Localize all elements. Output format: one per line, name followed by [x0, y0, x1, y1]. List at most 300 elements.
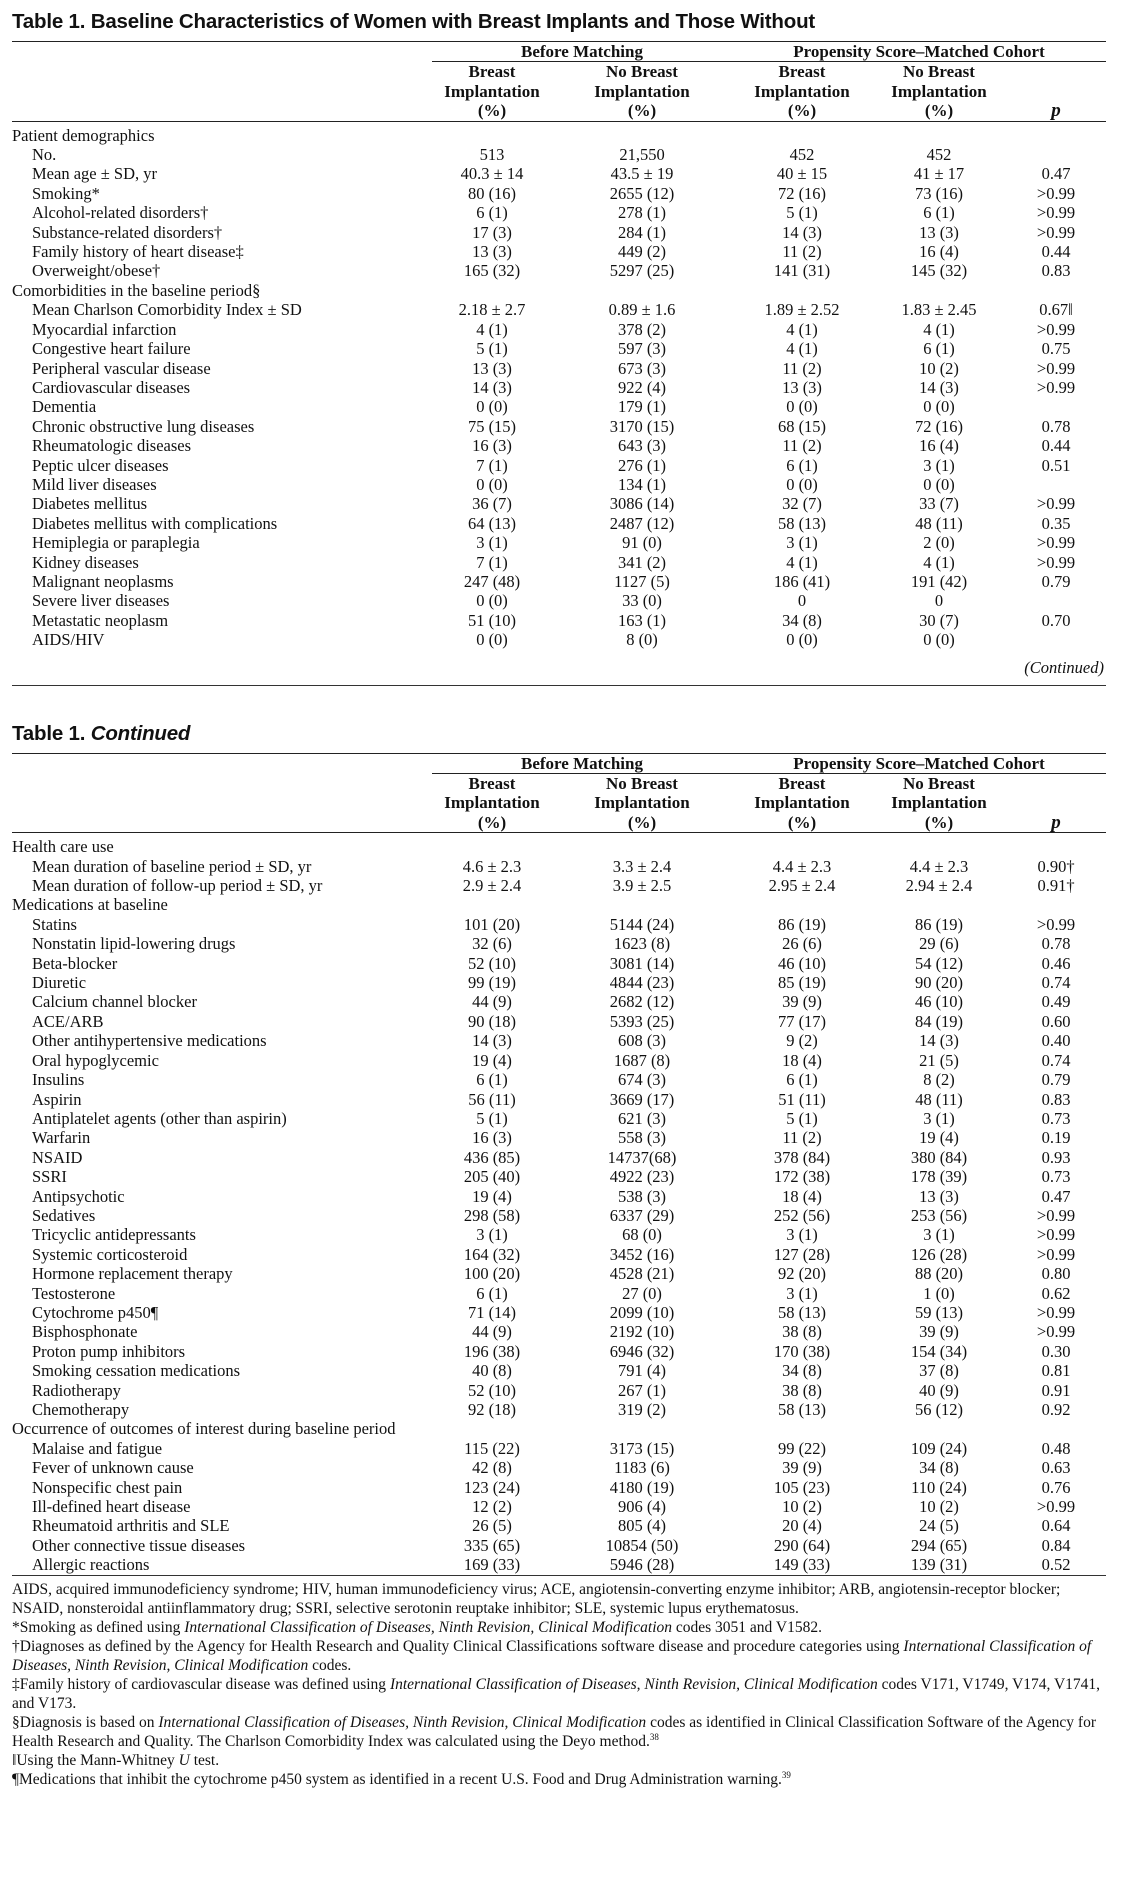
- value-cell: 319 (2): [617, 1400, 667, 1419]
- value-cell: 56 (12): [914, 1400, 964, 1419]
- value-cell: 110 (24): [911, 1477, 967, 1497]
- value-cell: 3173 (15): [609, 1438, 675, 1458]
- value-cell: 17 (3): [472, 222, 512, 242]
- value-cell: 1623 (8): [613, 934, 671, 954]
- value-cell: 0 (0): [786, 397, 818, 417]
- value-cell: 290 (64): [773, 1535, 831, 1555]
- table-row: [12, 915, 1106, 934]
- p-value-cell: [1006, 475, 1106, 494]
- value-cell: [432, 121, 552, 145]
- value-cell: 34 (8): [782, 610, 822, 630]
- footnotes: [12, 1580, 1106, 1789]
- value-cell: 3081 (14): [609, 953, 675, 973]
- value-cell: 3 (1): [476, 1225, 508, 1245]
- row-label: Oral hypoglycemic: [32, 1050, 159, 1070]
- value-cell: 4.4 ± 2.3: [909, 856, 969, 876]
- value-cell: 16 (4): [919, 436, 959, 456]
- value-cell: 0 (0): [786, 630, 818, 650]
- value-cell: 56 (11): [468, 1089, 516, 1109]
- row-label: Warfarin: [32, 1128, 91, 1148]
- value-cell: 42 (8): [472, 1458, 512, 1478]
- table-row: [12, 145, 1106, 164]
- value-cell: 92 (18): [467, 1400, 517, 1419]
- table-row: [12, 456, 1106, 475]
- value-cell: 7 (1): [476, 455, 508, 475]
- row-label: Aspirin: [32, 1089, 82, 1109]
- value-cell: [732, 1419, 872, 1438]
- row-label: Mean duration of baseline period ± SD, yr: [32, 856, 312, 876]
- col-head: No Breast Implantation (%): [872, 62, 1006, 121]
- value-cell: 4 (1): [476, 319, 508, 339]
- p-value-cell: 0.35: [1041, 513, 1071, 533]
- value-cell: 4180 (19): [609, 1477, 675, 1497]
- row-label: Diabetes mellitus with complications: [32, 513, 278, 533]
- row-label: Peripheral vascular disease: [32, 358, 211, 378]
- p-value-cell: 0.74: [1041, 973, 1071, 993]
- value-cell: 6 (1): [786, 1070, 818, 1090]
- value-cell: 276 (1): [617, 455, 667, 475]
- p-value-cell: 0.78: [1041, 934, 1071, 954]
- value-cell: 341 (2): [617, 552, 667, 572]
- value-cell: 558 (3): [617, 1128, 667, 1148]
- value-cell: 906 (4): [617, 1497, 667, 1517]
- value-cell: 149 (33): [773, 1555, 831, 1575]
- p-value-cell: 0.79: [1041, 571, 1071, 591]
- row-label: Proton pump inhibitors: [32, 1341, 186, 1361]
- value-cell: 267 (1): [617, 1380, 667, 1400]
- value-cell: 4844 (23): [609, 973, 675, 993]
- table-row: [12, 261, 1106, 280]
- value-cell: 44 (9): [472, 1322, 512, 1342]
- value-cell: [872, 1419, 1006, 1438]
- table-row: [12, 1148, 1106, 1167]
- p-value-cell: >0.99: [1036, 1205, 1076, 1225]
- table-row: [12, 611, 1106, 630]
- row-label: Kidney diseases: [32, 552, 139, 572]
- value-cell: 145 (32): [910, 261, 968, 281]
- table-header: [12, 754, 1106, 833]
- table-part-2: [12, 754, 1106, 1575]
- value-cell: 39 (9): [782, 992, 822, 1012]
- value-cell: 14 (3): [472, 377, 512, 397]
- value-cell: 3 (1): [923, 455, 955, 475]
- value-cell: 449 (2): [617, 242, 667, 262]
- table-row: [12, 359, 1106, 378]
- value-cell: 99 (19): [467, 973, 517, 993]
- p-value-cell: 0.83: [1041, 1089, 1071, 1109]
- p-value-cell: >0.99: [1036, 222, 1076, 242]
- value-cell: 674 (3): [617, 1070, 667, 1090]
- value-cell: 2.95 ± 2.4: [768, 876, 836, 896]
- value-cell: [732, 121, 872, 145]
- table-row: [12, 378, 1106, 397]
- value-cell: 0.89 ± 1.6: [608, 300, 676, 320]
- p-value-cell: >0.99: [1036, 1322, 1076, 1342]
- p-value-cell: >0.99: [1036, 494, 1076, 514]
- value-cell: 9 (2): [786, 1031, 818, 1051]
- value-cell: 253 (56): [910, 1205, 968, 1225]
- value-cell: 922 (4): [617, 377, 667, 397]
- p-value-cell: 0.46: [1041, 953, 1071, 973]
- group-matched-cohort: Propensity Score–Matched Cohort: [732, 754, 1106, 774]
- footnote-dagger: †Diagnoses as defined by the Agency for Health Research and Quality Clinical Classifications software disease and procedure categories using International Classification of Diseases, Ninth Revision, Clinical Modification codes.: [12, 1637, 1092, 1674]
- row-label: Rheumatoid arthritis and SLE: [32, 1516, 230, 1536]
- value-cell: 26 (6): [782, 934, 822, 954]
- p-value-cell: >0.99: [1036, 552, 1076, 572]
- row-label: Cytochrome p450¶: [32, 1302, 159, 1322]
- value-cell: 37 (8): [919, 1361, 959, 1381]
- value-cell: 68 (15): [777, 416, 827, 436]
- value-cell: 452: [789, 145, 815, 165]
- value-cell: 169 (33): [463, 1555, 521, 1575]
- p-value-cell: >0.99: [1036, 1244, 1076, 1264]
- value-cell: 2192 (10): [609, 1322, 675, 1342]
- value-cell: 38 (8): [782, 1380, 822, 1400]
- value-cell: 791 (4): [617, 1361, 667, 1381]
- value-cell: 6 (1): [476, 203, 508, 223]
- value-cell: 14 (3): [782, 222, 822, 242]
- col-head: Breast Implantation (%): [732, 62, 872, 121]
- value-cell: 123 (24): [463, 1477, 521, 1497]
- value-cell: 13 (3): [919, 222, 959, 242]
- p-value-cell: 0.75: [1041, 339, 1071, 359]
- row-label: Mild liver diseases: [32, 474, 157, 494]
- table-row: [12, 1070, 1106, 1089]
- row-label: Beta-blocker: [32, 953, 118, 973]
- value-cell: 14 (3): [919, 377, 959, 397]
- value-cell: 64 (13): [467, 513, 517, 533]
- value-cell: [872, 833, 1006, 857]
- table-row: [12, 1342, 1106, 1361]
- p-value-cell: 0.63: [1041, 1458, 1071, 1478]
- table-row: [12, 436, 1106, 455]
- value-cell: [552, 895, 732, 914]
- value-cell: 3.9 ± 2.5: [612, 876, 672, 896]
- p-value-cell: 0.73: [1041, 1108, 1071, 1128]
- p-value-cell: 0.91†: [1037, 876, 1075, 896]
- value-cell: 10 (2): [782, 1497, 822, 1517]
- row-label: Congestive heart failure: [32, 339, 191, 359]
- value-cell: 2655 (12): [609, 183, 675, 203]
- value-cell: 335 (65): [463, 1535, 521, 1555]
- value-cell: 0 (0): [476, 397, 508, 417]
- row-label: NSAID: [32, 1147, 83, 1167]
- value-cell: 3 (1): [923, 1225, 955, 1245]
- value-cell: 154 (34): [910, 1341, 968, 1361]
- section-row: [12, 1419, 1106, 1438]
- value-cell: 19 (4): [472, 1186, 512, 1206]
- value-cell: 10854 (50): [605, 1535, 679, 1555]
- value-cell: 3669 (17): [609, 1089, 675, 1109]
- p-value-cell: 0.79: [1041, 1070, 1071, 1090]
- value-cell: 6 (1): [923, 339, 955, 359]
- row-label: Alcohol-related disorders†: [32, 203, 209, 223]
- value-cell: 0 (0): [786, 474, 818, 494]
- value-cell: 4.6 ± 2.3: [462, 856, 522, 876]
- value-cell: 40 (9): [919, 1380, 959, 1400]
- value-cell: 3 (1): [786, 1225, 818, 1245]
- col-head: No Breast Implantation (%): [872, 774, 1006, 833]
- row-label: Substance-related disorders†: [32, 222, 223, 242]
- table-row: [12, 1187, 1106, 1206]
- table-row: [12, 223, 1106, 242]
- row-label: Diuretic: [32, 973, 87, 993]
- value-cell: 179 (1): [617, 397, 667, 417]
- table-row: [12, 1109, 1106, 1128]
- row-label: Insulins: [32, 1070, 85, 1090]
- p-value-cell: 0.47: [1041, 164, 1071, 184]
- table-row: [12, 1264, 1106, 1283]
- value-cell: 58 (13): [777, 1302, 827, 1322]
- table-row: [12, 203, 1106, 222]
- value-cell: 3170 (15): [609, 416, 675, 436]
- p-value-cell: 0.70: [1041, 610, 1071, 630]
- group-before-matching: Before Matching: [432, 754, 732, 774]
- table-row: [12, 572, 1106, 591]
- p-value-cell: >0.99: [1036, 914, 1076, 934]
- value-cell: 1127 (5): [614, 571, 670, 591]
- value-cell: 8 (2): [923, 1070, 955, 1090]
- value-cell: 86 (19): [914, 914, 964, 934]
- value-cell: 186 (41): [773, 571, 831, 591]
- table-row: [12, 1090, 1106, 1109]
- p-value-cell: 0.19: [1041, 1128, 1071, 1148]
- row-label: Hemiplegia or paraplegia: [32, 533, 200, 553]
- value-cell: 4.4 ± 2.3: [772, 856, 832, 876]
- table-row: [12, 1536, 1106, 1555]
- continued-note: (Continued): [1024, 657, 1104, 677]
- value-cell: 11 (2): [782, 242, 822, 262]
- value-cell: 46 (10): [914, 992, 964, 1012]
- table-row: [12, 184, 1106, 203]
- value-cell: 80 (16): [467, 183, 517, 203]
- value-cell: [432, 1419, 552, 1438]
- p-value-cell: >0.99: [1036, 358, 1076, 378]
- value-cell: 100 (20): [463, 1264, 521, 1284]
- p-value-cell: 0.52: [1041, 1555, 1071, 1575]
- value-cell: 11 (2): [782, 358, 822, 378]
- section-row: [12, 281, 1106, 300]
- p-value-cell: 0.78: [1041, 416, 1071, 436]
- p-value-cell: [1006, 397, 1106, 416]
- value-cell: 4 (1): [923, 319, 955, 339]
- value-cell: 0 (0): [476, 474, 508, 494]
- table-row: [12, 591, 1106, 610]
- col-head: Breast Implantation (%): [432, 62, 552, 121]
- p-value-cell: 0.80: [1041, 1264, 1071, 1284]
- value-cell: [552, 1419, 732, 1438]
- footnote-abbreviations: AIDS, acquired immunodeficiency syndrome; HIV, human immunodeficiency virus; ACE, angiotensin-converting enzyme inhibitor; ARB, angiotensin-receptor blocker; NSAID, nonsteroidal antiinflammatory drug; SSRI, selective serotonin reuptake inhibitor; SLE, systemic lupus erythematosus.: [12, 1580, 1061, 1617]
- value-cell: 378 (84): [773, 1147, 831, 1167]
- table-row: [12, 397, 1106, 416]
- table-body: [12, 121, 1106, 649]
- p-value-cell: 0.74: [1041, 1050, 1071, 1070]
- value-cell: 41 ± 17: [913, 164, 965, 184]
- value-cell: 298 (58): [463, 1205, 521, 1225]
- col-head-p: p: [1006, 774, 1106, 833]
- row-label: Statins: [32, 914, 77, 934]
- row-label: Smoking cessation medications: [32, 1361, 241, 1381]
- value-cell: 44 (9): [472, 992, 512, 1012]
- value-cell: 5 (1): [786, 1108, 818, 1128]
- col-head: Breast Implantation (%): [432, 774, 552, 833]
- p-value-cell: 0.81: [1041, 1361, 1071, 1381]
- table-body: [12, 833, 1106, 1575]
- p-value-cell: >0.99: [1036, 377, 1076, 397]
- value-cell: 805 (4): [617, 1516, 667, 1536]
- value-cell: 1.83 ± 2.45: [901, 300, 977, 320]
- table-row: [12, 1381, 1106, 1400]
- value-cell: [872, 121, 1006, 145]
- value-cell: 13 (3): [782, 377, 822, 397]
- table-row: [12, 1497, 1106, 1516]
- table-row: [12, 533, 1106, 552]
- value-cell: 72 (16): [914, 416, 964, 436]
- value-cell: 0 (0): [476, 630, 508, 650]
- value-cell: 5 (1): [786, 203, 818, 223]
- value-cell: 13 (3): [919, 1186, 959, 1206]
- p-value-cell: [1006, 121, 1106, 145]
- table-row: [12, 1206, 1106, 1225]
- value-cell: 32 (6): [472, 934, 512, 954]
- value-cell: 77 (17): [777, 1011, 827, 1031]
- value-cell: 101 (20): [463, 914, 521, 934]
- table-row: [12, 475, 1106, 494]
- value-cell: 86 (19): [777, 914, 827, 934]
- value-cell: 278 (1): [617, 203, 667, 223]
- value-cell: 4 (1): [786, 319, 818, 339]
- table-row: [12, 1245, 1106, 1264]
- value-cell: 40.3 ± 14: [460, 164, 524, 184]
- p-value-cell: >0.99: [1036, 1302, 1076, 1322]
- row-label: Chronic obstructive lung diseases: [32, 416, 255, 436]
- table-row: [12, 320, 1106, 339]
- value-cell: 16 (3): [472, 436, 512, 456]
- row-label: Severe liver diseases: [32, 591, 170, 611]
- value-cell: 6946 (32): [609, 1341, 675, 1361]
- p-value-cell: 0.73: [1041, 1167, 1071, 1187]
- table-row: [12, 1225, 1106, 1244]
- divider: [12, 1575, 1106, 1576]
- table-row: [12, 1031, 1106, 1050]
- value-cell: 0 (0): [923, 630, 955, 650]
- value-cell: 29 (6): [919, 934, 959, 954]
- row-label: Myocardial infarction: [32, 319, 177, 339]
- value-cell: 252 (56): [773, 1205, 831, 1225]
- row-label: Radiotherapy: [32, 1380, 121, 1400]
- value-cell: 71 (14): [467, 1302, 517, 1322]
- value-cell: 6 (1): [476, 1283, 508, 1303]
- value-cell: 673 (3): [617, 358, 667, 378]
- p-value-cell: [1006, 145, 1106, 164]
- p-value-cell: 0.30: [1041, 1341, 1071, 1361]
- value-cell: 3 (1): [923, 1108, 955, 1128]
- p-value-cell: [1006, 591, 1106, 610]
- value-cell: 170 (38): [773, 1341, 831, 1361]
- p-value-cell: 0.92: [1041, 1400, 1071, 1419]
- p-value-cell: 0.60: [1041, 1011, 1071, 1031]
- value-cell: 4 (1): [786, 552, 818, 572]
- table-row: [12, 1303, 1106, 1322]
- p-value-cell: 0.40: [1041, 1031, 1071, 1051]
- row-label: Malignant neoplasms: [32, 571, 174, 591]
- value-cell: 90 (20): [914, 973, 964, 993]
- p-value-cell: >0.99: [1036, 203, 1076, 223]
- value-cell: 597 (3): [617, 339, 667, 359]
- row-label: Malaise and fatigue: [32, 1438, 163, 1458]
- value-cell: 10 (2): [919, 1497, 959, 1517]
- value-cell: 452: [926, 145, 952, 165]
- value-cell: 3452 (16): [609, 1244, 675, 1264]
- p-value-cell: 0.91: [1041, 1380, 1071, 1400]
- table-row: [12, 973, 1106, 992]
- p-value-cell: 0.49: [1041, 992, 1071, 1012]
- value-cell: 134 (1): [617, 474, 667, 494]
- value-cell: 14737(68): [607, 1147, 677, 1167]
- table-row: [12, 1361, 1106, 1380]
- value-cell: 19 (4): [472, 1050, 512, 1070]
- value-cell: 48 (11): [915, 513, 963, 533]
- footnote-parallel: ‖Using the Mann-Whitney U test.: [12, 1751, 220, 1769]
- value-cell: [552, 833, 732, 857]
- value-cell: 16 (4): [919, 242, 959, 262]
- col-head: Breast Implantation (%): [732, 774, 872, 833]
- value-cell: 4528 (21): [609, 1264, 675, 1284]
- row-label: Testosterone: [32, 1283, 116, 1303]
- p-value-cell: [1006, 1419, 1106, 1438]
- col-head: No Breast Implantation (%): [552, 774, 732, 833]
- footnote-double-dagger: ‡Family history of cardiovascular disease was defined using International Classification of Diseases, Ninth Revision, Clinical Modification codes V171, V1749, V174, V1741, and V173.: [12, 1675, 1101, 1712]
- value-cell: 59 (13): [914, 1302, 964, 1322]
- value-cell: 608 (3): [617, 1031, 667, 1051]
- value-cell: 105 (23): [773, 1477, 831, 1497]
- row-label: Rheumatologic diseases: [32, 436, 192, 456]
- value-cell: 19 (4): [919, 1128, 959, 1148]
- section-row: [12, 121, 1106, 145]
- value-cell: [432, 833, 552, 857]
- value-cell: 10 (2): [919, 358, 959, 378]
- value-cell: 11 (2): [782, 1128, 822, 1148]
- value-cell: 26 (5): [472, 1516, 512, 1536]
- value-cell: 40 ± 15: [776, 164, 828, 184]
- value-cell: 5 (1): [476, 339, 508, 359]
- row-label: Mean duration of follow-up period ± SD, yr: [32, 876, 323, 896]
- value-cell: 2.94 ± 2.4: [905, 876, 973, 896]
- footnote-star: *Smoking as defined using International Classification of Diseases, Ninth Revision, Clinical Modification codes 3051 and V1582.: [12, 1618, 822, 1636]
- value-cell: 2 (0): [923, 533, 955, 553]
- value-cell: 1 (0): [923, 1283, 955, 1303]
- value-cell: 141 (31): [773, 261, 831, 281]
- row-label: Calcium channel blocker: [32, 992, 197, 1012]
- value-cell: 13 (3): [472, 242, 512, 262]
- row-label: ACE/ARB: [32, 1011, 104, 1031]
- row-label: Other antihypertensive medications: [32, 1031, 267, 1051]
- table-title-continued: Table 1. Continued: [12, 721, 191, 745]
- table-row: [12, 1439, 1106, 1458]
- p-value-cell: 0.84: [1041, 1535, 1071, 1555]
- value-cell: 75 (15): [467, 416, 517, 436]
- table-row: [12, 514, 1106, 533]
- value-cell: 163 (1): [617, 610, 667, 630]
- value-cell: 3 (1): [476, 533, 508, 553]
- value-cell: 436 (85): [463, 1147, 521, 1167]
- value-cell: 13 (3): [472, 358, 512, 378]
- row-label: AIDS/HIV: [32, 630, 105, 650]
- value-cell: 3 (1): [786, 533, 818, 553]
- table-header: [12, 42, 1106, 121]
- value-cell: 513: [479, 145, 505, 165]
- table-row: [12, 417, 1106, 436]
